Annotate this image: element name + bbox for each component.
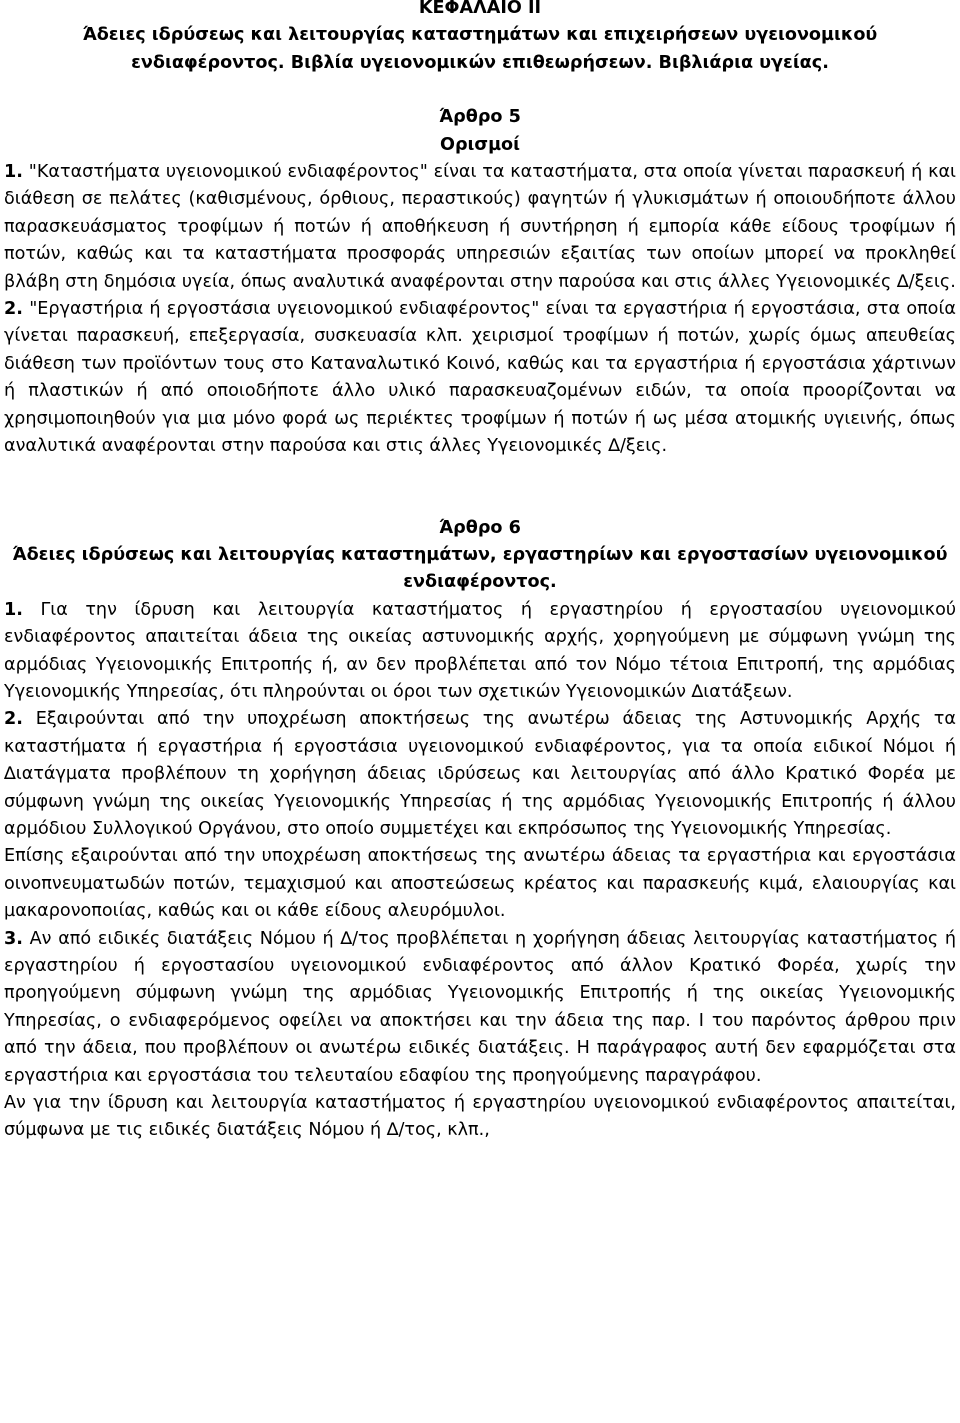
article-6-paragraph-1 <box>4 597 956 707</box>
article-5-paragraph-1 <box>4 159 956 296</box>
paragraph-number: 2. <box>4 299 23 320</box>
article-6-paragraph-2-continued <box>4 843 956 925</box>
article-5-heading: Άρθρο 5 <box>439 107 521 128</box>
paragraph-number: 2. <box>4 709 23 730</box>
chapter-subtitle: Άδειες ιδρύσεως και λειτουργίας καταστηµάτων και επιχειρήσεων υγειονοµικού ενδιαφέροντος. Βιβλία υγειονοµικών επιθεωρήσεων. Βιβλιάρια υγείας. <box>82 25 878 73</box>
paragraph-text: "Εργαστήρια ή εργοστάσια υγειονοµικού ενδιαφέροντος" είναι τα εργαστήρια ή εργοστάσια, στα οποία γίνεται παρασκευή, επεξεργασία, συσκευασία κλπ. χειρισµοί τροφίµων ή ποτών, χωρίς όµως απευθείας διάθεση των προϊόντων τους στο Καταναλωτικό Κοινό, καθώς και τα εργαστήρια ή εργοστάσια χάρτινων ή πλαστικών ή από οποιοδήποτε άλλο υλικό παρασκευαζοµένων ειδών, τα οποία προορίζονται να χρησιµοποιηθούν για µια µόνο φορά ως περιέκτες τροφίµων ή ποτών ή ως µέσα ατοµικής υγιεινής, όπως αναλυτικά αναφέρονται στην παρούσα και στις άλλες Υγειονοµικές ∆/ξεις. <box>4 299 956 457</box>
article-6-subheading: Άδειες ιδρύσεως και λειτουργίας καταστηµάτων, εργαστηρίων και εργοστασίων υγειονοµικού ενδιαφέροντος. <box>12 544 948 593</box>
article-6-paragraph-3-continued <box>4 1090 956 1145</box>
document-page <box>4 0 956 1145</box>
article-6-paragraph-3 <box>4 926 956 1090</box>
paragraph-text: Αν για την ίδρυση και λειτουργία καταστήµατος ή εργαστηρίου υγειονοµικού ενδιαφέροντος απαιτείται, σύµφωνα µε τις ειδικές διατάξεις Νόµου ή ∆/τος, κλπ., <box>4 1093 956 1141</box>
article-5-subheading: Ορισµοί <box>440 134 520 155</box>
article-5-paragraph-2 <box>4 296 956 460</box>
paragraph-text: Εξαιρούνται από την υποχρέωση αποκτήσεως της ανωτέρω άδειας της Αστυνοµικής Αρχής τα καταστήµατα ή εργαστήρια ή εργοστάσια υγειονοµικού ενδιαφέροντος, για τα οποία ειδικοί Νόµοι ή ∆ιατάγµατα προβλέπουν τη χορήγηση άδειας ιδρύσεως και λειτουργίας από άλλο Κρατικό Φορέα µε σύµφωνη γνώµη της οικείας Υγειονοµικής Υπηρεσίας ή της αρµόδιας Υγειονοµικής Επιτροπής ή άλλου αρµόδιου Συλλογικού Οργάνου, στο οποίο συµµετέχει και εκπρόσωπος της Υγειονοµικής Υπηρεσίας. <box>4 709 956 839</box>
chapter-title: ΚΕΦΑΛΑΙΟ ΙΙ <box>418 0 542 18</box>
article-6-heading: Άρθρο 6 <box>439 517 521 538</box>
paragraph-number: 1. <box>4 162 23 183</box>
paragraph-text: "Καταστήµατα υγειονοµικού ενδιαφέροντος" είναι τα καταστήµατα, στα οποία γίνεται παρασκευή ή και διάθεση σε πελάτες (καθισµένους, όρθιους, περαστικούς) φαγητών ή γλυκισµάτων ή οποιουδήποτε άλλου παρασκευάσµατος τροφίµων ή ποτών ή αποθήκευση ή συντήρηση ή εµπορία κάθε είδους τροφίµων ή ποτών, καθώς και τα καταστήµατα προσφοράς υπηρεσιών εξαιτίας των οποίων µπορεί να προκληθεί βλάβη στη δηµόσια υγεία, όπως αναλυτικά αναφέρονται στην παρούσα και στις άλλες Υγειονοµικές ∆/ξεις. <box>4 162 956 292</box>
paragraph-number: 3. <box>4 928 23 949</box>
paragraph-number: 1. <box>4 599 23 620</box>
paragraph-text: Επίσης εξαιρούνται από την υποχρέωση αποκτήσεως της ανωτέρω άδειας τα εργαστήρια και εργοστάσια οινοπνευµατωδών ποτών, τεµαχισµού και αποστεώσεως κρέατος και παρασκευής κιµά, ελαιουργίας και µακαρονοποιίας, καθώς και οι κάθε είδους αλευρόµυλοι. <box>4 846 956 922</box>
paragraph-text: Αν από ειδικές διατάξεις Νόµου ή ∆/τος προβλέπεται η χορήγηση άδειας λειτουργίας καταστήµατος ή εργαστηρίου ή εργοστασίου υγειονοµικού ενδιαφέροντος από άλλον Κρατικό Φορέα, χωρίς την προηγούµενη σύµφωνη γνώµη της αρµόδιας Υγειονοµικής Επιτροπής ή της οικείας Υγειονοµικής Υπηρεσίας, ο ενδιαφερόµενος οφείλει να αποκτήσει και την άδεια της παρ. Ι του παρόντος άρθρου πριν από την άδεια, που προβλέπουν οι ανωτέρω ειδικές διατάξεις. Η παράγραφος αυτή δεν εφαρµόζεται στα εργαστήρια και εργοστάσια του τελευταίου εδαφίου της προηγούµενης παραγράφου. <box>4 928 957 1086</box>
article-6-paragraph-2 <box>4 706 956 843</box>
paragraph-text: Για την ίδρυση και λειτουργία καταστήµατος ή εργαστηρίου ή εργοστασίου υγειονοµικού ενδιαφέροντος απαιτείται άδεια της οικείας αστυνοµικής αρχής, χορηγούµενη µε σύµφωνη γνώµη της αρµόδιας Υγειονοµικής Επιτροπής ή, αν δεν προβλέπεται από τον Νόµο τέτοια Επιτροπή, της αρµόδιας Υγειονοµικής Υπηρεσίας, ότι πληρούνται οι όροι των σχετικών Υγειονοµικών ∆ιατάξεων. <box>4 599 957 702</box>
